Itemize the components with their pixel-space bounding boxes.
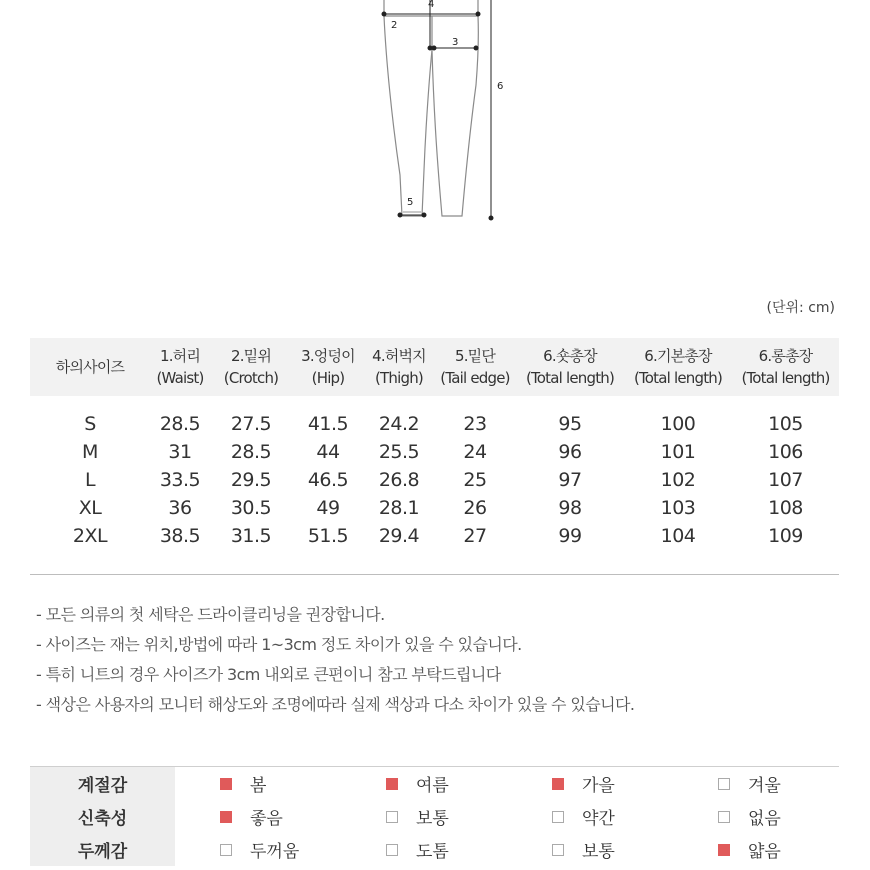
measurement-cell: 105 [768,413,803,435]
attribute-option-wrap [341,804,507,829]
header-line1: 1.허리 [159,347,201,365]
checked-box-icon [220,811,232,823]
attribute-table [30,766,839,866]
measurement-cell: 24.2 [378,413,420,435]
measurement-cell: 96 [558,441,582,463]
size-label-cell: XL [78,497,102,519]
header-line2: (Total length) [525,369,615,387]
care-notes [36,600,634,720]
diagram-label-crotch: 2 [391,20,398,31]
attribute-option-label: 보통 [416,809,449,829]
size-label-cell: S [84,413,96,435]
unchecked-box-icon [718,778,730,790]
diagram-label-hem: 5 [407,197,414,208]
measurement-cell: 106 [768,441,803,463]
attribute-option-label: 가을 [582,776,615,796]
measurement-cell: 26 [463,497,487,519]
unchecked-box-icon [386,844,398,856]
measurement-cell: 29.5 [230,469,272,491]
header-line2: (Total length) [633,369,723,387]
attribute-option [175,767,341,801]
measurement-cell: 26.8 [378,469,420,491]
attribute-option-label: 약간 [582,809,615,829]
attribute-row [30,767,839,801]
attribute-option-wrap [507,837,673,862]
attribute-option [507,833,673,866]
attribute-option-label: 좋음 [250,809,283,829]
measurement-cell: 104 [660,525,696,547]
attribute-option [175,800,341,833]
attribute-label: 두께감 [30,833,175,866]
measurement-cell: 98 [558,497,582,519]
attribute-option-label: 없음 [748,809,781,829]
attribute-option-wrap [507,804,673,829]
note-item: - 특히 니트의 경우 사이즈가 3cm 내외로 큰편이니 참고 부탁드립니다 [36,665,501,684]
unchecked-box-icon [718,811,730,823]
table-row [30,396,839,438]
pants-diagram [0,0,870,240]
size-table-header-2 [210,338,292,396]
measurement-cell: 36 [168,497,192,519]
size-table-header-4 [364,338,434,396]
measurement-cell: 27 [463,525,487,547]
unchecked-box-icon [386,811,398,823]
header-line1: 3.엉덩이 [301,347,355,365]
attribute-option-wrap [507,771,673,796]
attribute-row [30,800,839,833]
unit-note: (단위: cm) [766,300,835,316]
measurement-cell: 25 [463,469,487,491]
table-row [30,522,839,575]
header-line2: (Total length) [741,369,830,387]
attribute-option-label: 보통 [582,842,615,862]
attribute-option-wrap [673,837,839,862]
diagram-label-length: 6 [497,81,504,92]
attribute-option [673,767,839,801]
checked-box-icon [220,778,232,790]
measurement-cell: 49 [316,497,340,519]
size-table [30,338,839,575]
attribute-option [175,833,341,866]
header-line2: (Waist) [156,369,204,387]
header-line2: (Hip) [311,369,345,387]
attribute-row [30,833,839,866]
measurement-cell: 103 [660,497,696,519]
note-item: - 색상은 사용자의 모니터 해상도와 조명에따라 실제 색상과 다소 차이가 있을 수 있습니다. [36,695,635,714]
attribute-option [673,800,839,833]
attribute-option-wrap [175,771,341,796]
measurement-cell: 99 [558,525,582,547]
attribute-option-label: 도톰 [416,842,449,862]
unchecked-box-icon [220,844,232,856]
measurement-cell: 24 [463,441,487,463]
size-table-header-7 [624,338,732,396]
measurement-cell: 31.5 [230,525,272,547]
size-label-cell: L [84,469,96,491]
attribute-option-wrap [175,804,341,829]
attribute-option [507,800,673,833]
table-row [30,466,839,494]
header-line2: (Thigh) [375,369,423,387]
measurement-cell: 100 [660,413,696,435]
attribute-option-label: 얇음 [748,842,781,862]
size-table-header-8 [732,338,839,396]
note-item: - 모든 의류의 첫 세탁은 드라이클리닝을 권장합니다. [36,605,385,624]
measurement-cell: 97 [558,469,582,491]
attribute-option-wrap [175,837,341,862]
size-table-header-6 [516,338,624,396]
measurement-cell: 23 [463,413,487,435]
attribute-option-label: 봄 [250,776,267,796]
header-line1: 4.허벅지 [372,347,426,365]
measurement-cell: 31 [168,441,192,463]
attribute-option-label: 여름 [416,776,449,796]
measurement-cell: 51.5 [307,525,349,547]
checked-box-icon [386,778,398,790]
measurement-cell: 44 [316,441,340,463]
diagram-label-hip: 3 [452,37,459,48]
attribute-option [507,767,673,801]
header-line1: 6.기본총장 [644,347,712,365]
measurement-cell: 28.5 [159,413,201,435]
measurement-cell: 28.1 [378,497,420,519]
header-line2: (Crotch) [223,369,279,387]
checked-box-icon [718,844,730,856]
size-table-body [30,396,839,575]
attribute-option [341,800,507,833]
attribute-option [341,767,507,801]
measurement-cell: 30.5 [230,497,272,519]
size-table-header-1 [150,338,210,396]
pants-outline-left-leg [384,16,432,216]
unchecked-box-icon [552,844,564,856]
measurement-cell: 38.5 [159,525,201,547]
attribute-label: 계절감 [30,767,175,801]
measurement-cell: 46.5 [307,469,349,491]
measurement-cell: 27.5 [230,413,272,435]
table-row [30,494,839,522]
measurement-cell: 29.4 [378,525,420,547]
attribute-option-label: 두꺼움 [250,842,300,862]
header-line1: 5.밑단 [454,347,496,365]
attribute-option-label: 겨울 [748,776,781,796]
measurement-cell: 25.5 [378,441,420,463]
header-line1: 하의사이즈 [55,358,125,376]
attribute-option-wrap [673,804,839,829]
size-label-cell: M [82,441,98,463]
size-table-header-3 [292,338,364,396]
header-line2: (Tail edge) [440,369,510,387]
attribute-option-wrap [341,837,507,862]
checked-box-icon [552,778,564,790]
measurement-cell: 28.5 [230,441,272,463]
diagram-label-waist: 4 [428,0,435,10]
measurement-cell: 101 [660,441,696,463]
size-table-header-0 [30,338,150,396]
size-table-header-5 [434,338,516,396]
attribute-option [673,833,839,866]
measurement-cell: 107 [768,469,803,491]
unchecked-box-icon [552,811,564,823]
attribute-option-wrap [673,771,839,796]
measurement-cell: 109 [768,525,803,547]
attribute-label: 신축성 [30,800,175,833]
header-line1: 6.롱총장 [758,347,813,365]
size-label-cell: 2XL [72,525,108,547]
attribute-option-wrap [341,771,507,796]
table-row [30,438,839,466]
attribute-option [341,833,507,866]
header-line1: 6.숏총장 [543,347,597,365]
measurement-cell: 102 [660,469,696,491]
size-table-header-row [30,338,839,396]
measurement-cell: 33.5 [159,469,201,491]
header-line1: 2.밑위 [230,347,272,365]
measurement-cell: 108 [768,497,803,519]
measurement-cell: 41.5 [307,413,349,435]
measurement-cell: 95 [558,413,582,435]
note-item: - 사이즈는 재는 위치,방법에 따라 1~3cm 정도 차이가 있을 수 있습니다. [36,635,522,654]
